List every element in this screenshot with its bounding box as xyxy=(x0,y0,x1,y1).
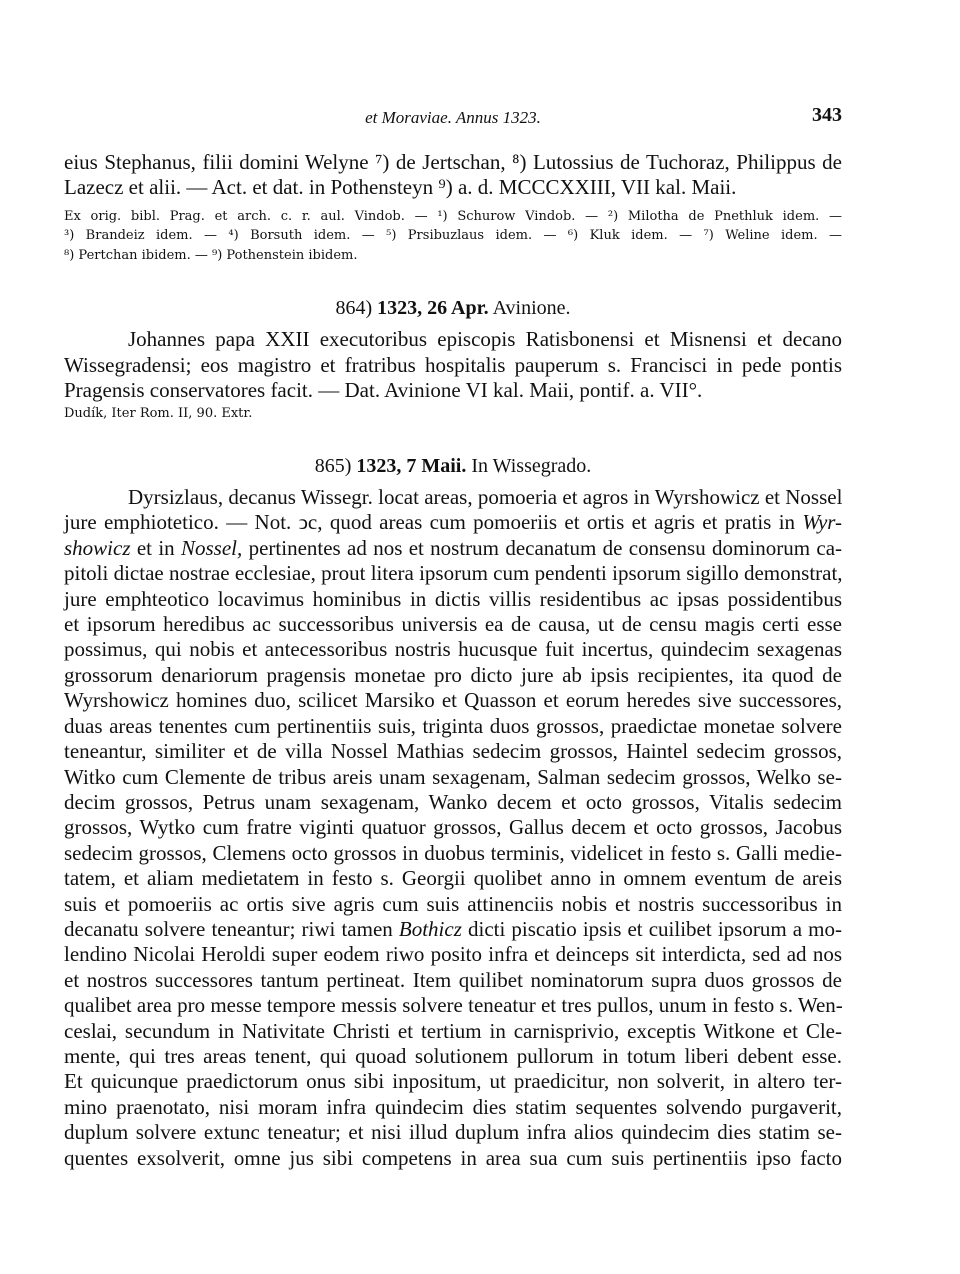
text-line: Wyrshowicz homines duo, scilicet Marsiko et Quasson et eorum heredes sive successores, xyxy=(64,688,842,713)
text-line: Johannes papa XXII executoribus episcopis Ratisbonensi et Misnensi et decano xyxy=(128,327,842,352)
regest-text-865 xyxy=(64,485,842,1171)
text-line: grossorum denariorum pragensis monetae pro dicto jure ab ipsis recipientes, ita quod de xyxy=(64,662,842,687)
regest-place: In Wissegrado. xyxy=(471,455,592,478)
page-header xyxy=(64,104,842,134)
intro-paragraph xyxy=(64,150,842,201)
text-line: Et quicunque praedictorum onus sibi inpositum, ut praedicitur, non solverit, in altero ter- xyxy=(64,1069,842,1094)
regest-number: 864) xyxy=(335,297,373,320)
text-line: grossos, Wytko cum fratre viginti quatuor grossos, Gallus decem et octo grossos, Jacobus xyxy=(64,815,842,840)
regest-source: Dudík, Iter Rom. II, 90. Extr. xyxy=(64,405,253,421)
regest-date: 1323, 7 Maii. xyxy=(356,455,467,478)
text-line: qualibet area pro messe tempore messis solvere teneatur et tres pullos, unum in festo s. Wen- xyxy=(64,993,843,1018)
text-line: Witko cum Clemente de tribus areis unam sexagenam, Salman sedecim grossos, Welko se- xyxy=(64,764,842,789)
text-line: jure emphteotico locavimus hominibus in dictis villis residentibus ac ipsas possidentibus xyxy=(64,586,842,611)
text-line: mente, qui tres areas tenent, qui quoad solutionem pullorum in totum liberi debent esse. xyxy=(64,1043,842,1068)
text-line: sedecim grossos, Clemens octo grossos in duobus terminis, videlicet in festo s. Galli medie- xyxy=(64,840,842,865)
text-line: et nostros successores tantum pertineat. Item quilibet nominatorum supra duos grossos de xyxy=(64,967,842,992)
place-name: showicz xyxy=(64,535,131,560)
source-notes xyxy=(64,207,842,266)
text-line xyxy=(64,536,842,561)
text-segment: decanatu solvere teneantur; riwi tamen xyxy=(64,916,393,941)
regest-number: 865) xyxy=(314,455,352,478)
text-line: Dyrsizlaus, decanus Wissegr. locat areas, pomoeria et agros in Wyrshowicz et Nossel xyxy=(128,485,843,510)
text-line: decim grossos, Petrus unam sexagenam, Wanko decem et octo grossos, Vitalis sedecim xyxy=(64,789,842,814)
text-line: mino praenotato, nisi moram infra quindecim dies statim sequentes solvendo purgaverit, xyxy=(64,1094,842,1119)
regest-text-864 xyxy=(64,327,842,403)
regest-date: 1323, 26 Apr. xyxy=(377,297,489,320)
place-name: Wyr- xyxy=(802,510,843,535)
text-line: duplum solvere extunc teneatur; et nisi illud duplum infra alios quindecim dies statim se- xyxy=(64,1120,842,1145)
place-name: Nossel, xyxy=(181,535,243,560)
text-line: teneantur, similiter et de villa Nossel Mathias sedecim grossos, Haintel sedecim grossos, xyxy=(64,739,842,764)
text-segment: et in xyxy=(136,535,175,560)
source-note-line: ³) Brandeiz idem. — ⁴) Borsuth idem. — ⁵) Prsibuzlaus idem. — ⁶) Kluk idem. — ⁷) Weline idem. — xyxy=(64,228,842,244)
text-line: Wissegradensi; eos magistro et fratribus hospitalis pauperum s. Francisci in pede pontis xyxy=(64,352,842,377)
text-line: tatem, et aliam medietatem in festo s. Georgii quolibet anno in omnem eventum de areis xyxy=(64,866,842,891)
text-line: duas areas tenentes cum pertinentiis suis, triginta duos grossos, praedictae monetae solvere xyxy=(64,713,842,738)
text-line: lendino Nicolai Heroldi super eodem riwo posito infra et deinceps sit interdicta, sed ad nos xyxy=(64,942,842,967)
text-segment: jure emphiotetico. — Not. ↄc, quod areas cum pomoeriis et ortis et agris et pratis in xyxy=(64,510,796,535)
regest-heading-865 xyxy=(64,453,842,479)
source-note-line: ⁸) Pertchan ibidem. — ⁹) Pothenstein ibidem. xyxy=(64,247,358,263)
text-line: possimus, qui nobis et antecessoribus nostris hucusque fuit incertus, quindecim sexagenas xyxy=(64,637,842,662)
text-line: eius Stephanus, filii domini Welyne ⁷) de Jertschan, ⁸) Lutossius de Tuchoraz, Philippus de xyxy=(64,150,842,174)
text-line: suis et pomoeriis ac ortis sive agris cum suis attinenciis nobis et nostris successoribus in xyxy=(64,891,842,916)
text-line xyxy=(64,510,842,535)
page-number: 343 xyxy=(812,104,842,126)
text-line: pitoli dictae nostrae ecclesiae, prout litera ipsorum cum pendenti ipsorum sigillo demonstrat, xyxy=(64,561,843,586)
text-segment: dicti piscatio ipsis et cuilibet ipsorum a mo- xyxy=(468,916,843,941)
page-body xyxy=(64,150,842,1171)
source-note-line: Ex orig. bibl. Prag. et arch. c. r. aul. Vindob. — ¹) Schurow Vindob. — ²) Milotha de Pnethluk idem. — xyxy=(64,208,842,224)
text-line: et ipsorum heredibus ac successoribus universis ea de causa, ut de censu magis certi esse xyxy=(64,612,842,637)
text-line: quentes exsolverit, omne jus sibi competens in area sua cum suis pertinentiis ipso facto xyxy=(64,1145,842,1170)
text-line: Pragensis conservatores facit. — Dat. Avinione VI kal. Maii, pontif. a. VII°. xyxy=(64,378,703,403)
regest-heading-864 xyxy=(64,295,842,321)
text-segment: pertinentes ad nos et nostrum decanatum de consensu dominorum ca- xyxy=(248,535,843,560)
regest-place: Avinione. xyxy=(492,297,571,320)
text-line: Lazecz et alii. — Act. et dat. in Pothensteyn ⁹) a. d. MCCCXXIII, VII kal. Maii. xyxy=(64,175,737,200)
running-head: et Moraviae. Annus 1323. xyxy=(365,108,541,127)
text-line: ceslai, secundum in Nativitate Christi et tertium in carnisprivio, exceptis Witkone et Cle- xyxy=(64,1018,842,1043)
text-line xyxy=(64,917,842,942)
river-name: Bothicz xyxy=(398,916,462,941)
